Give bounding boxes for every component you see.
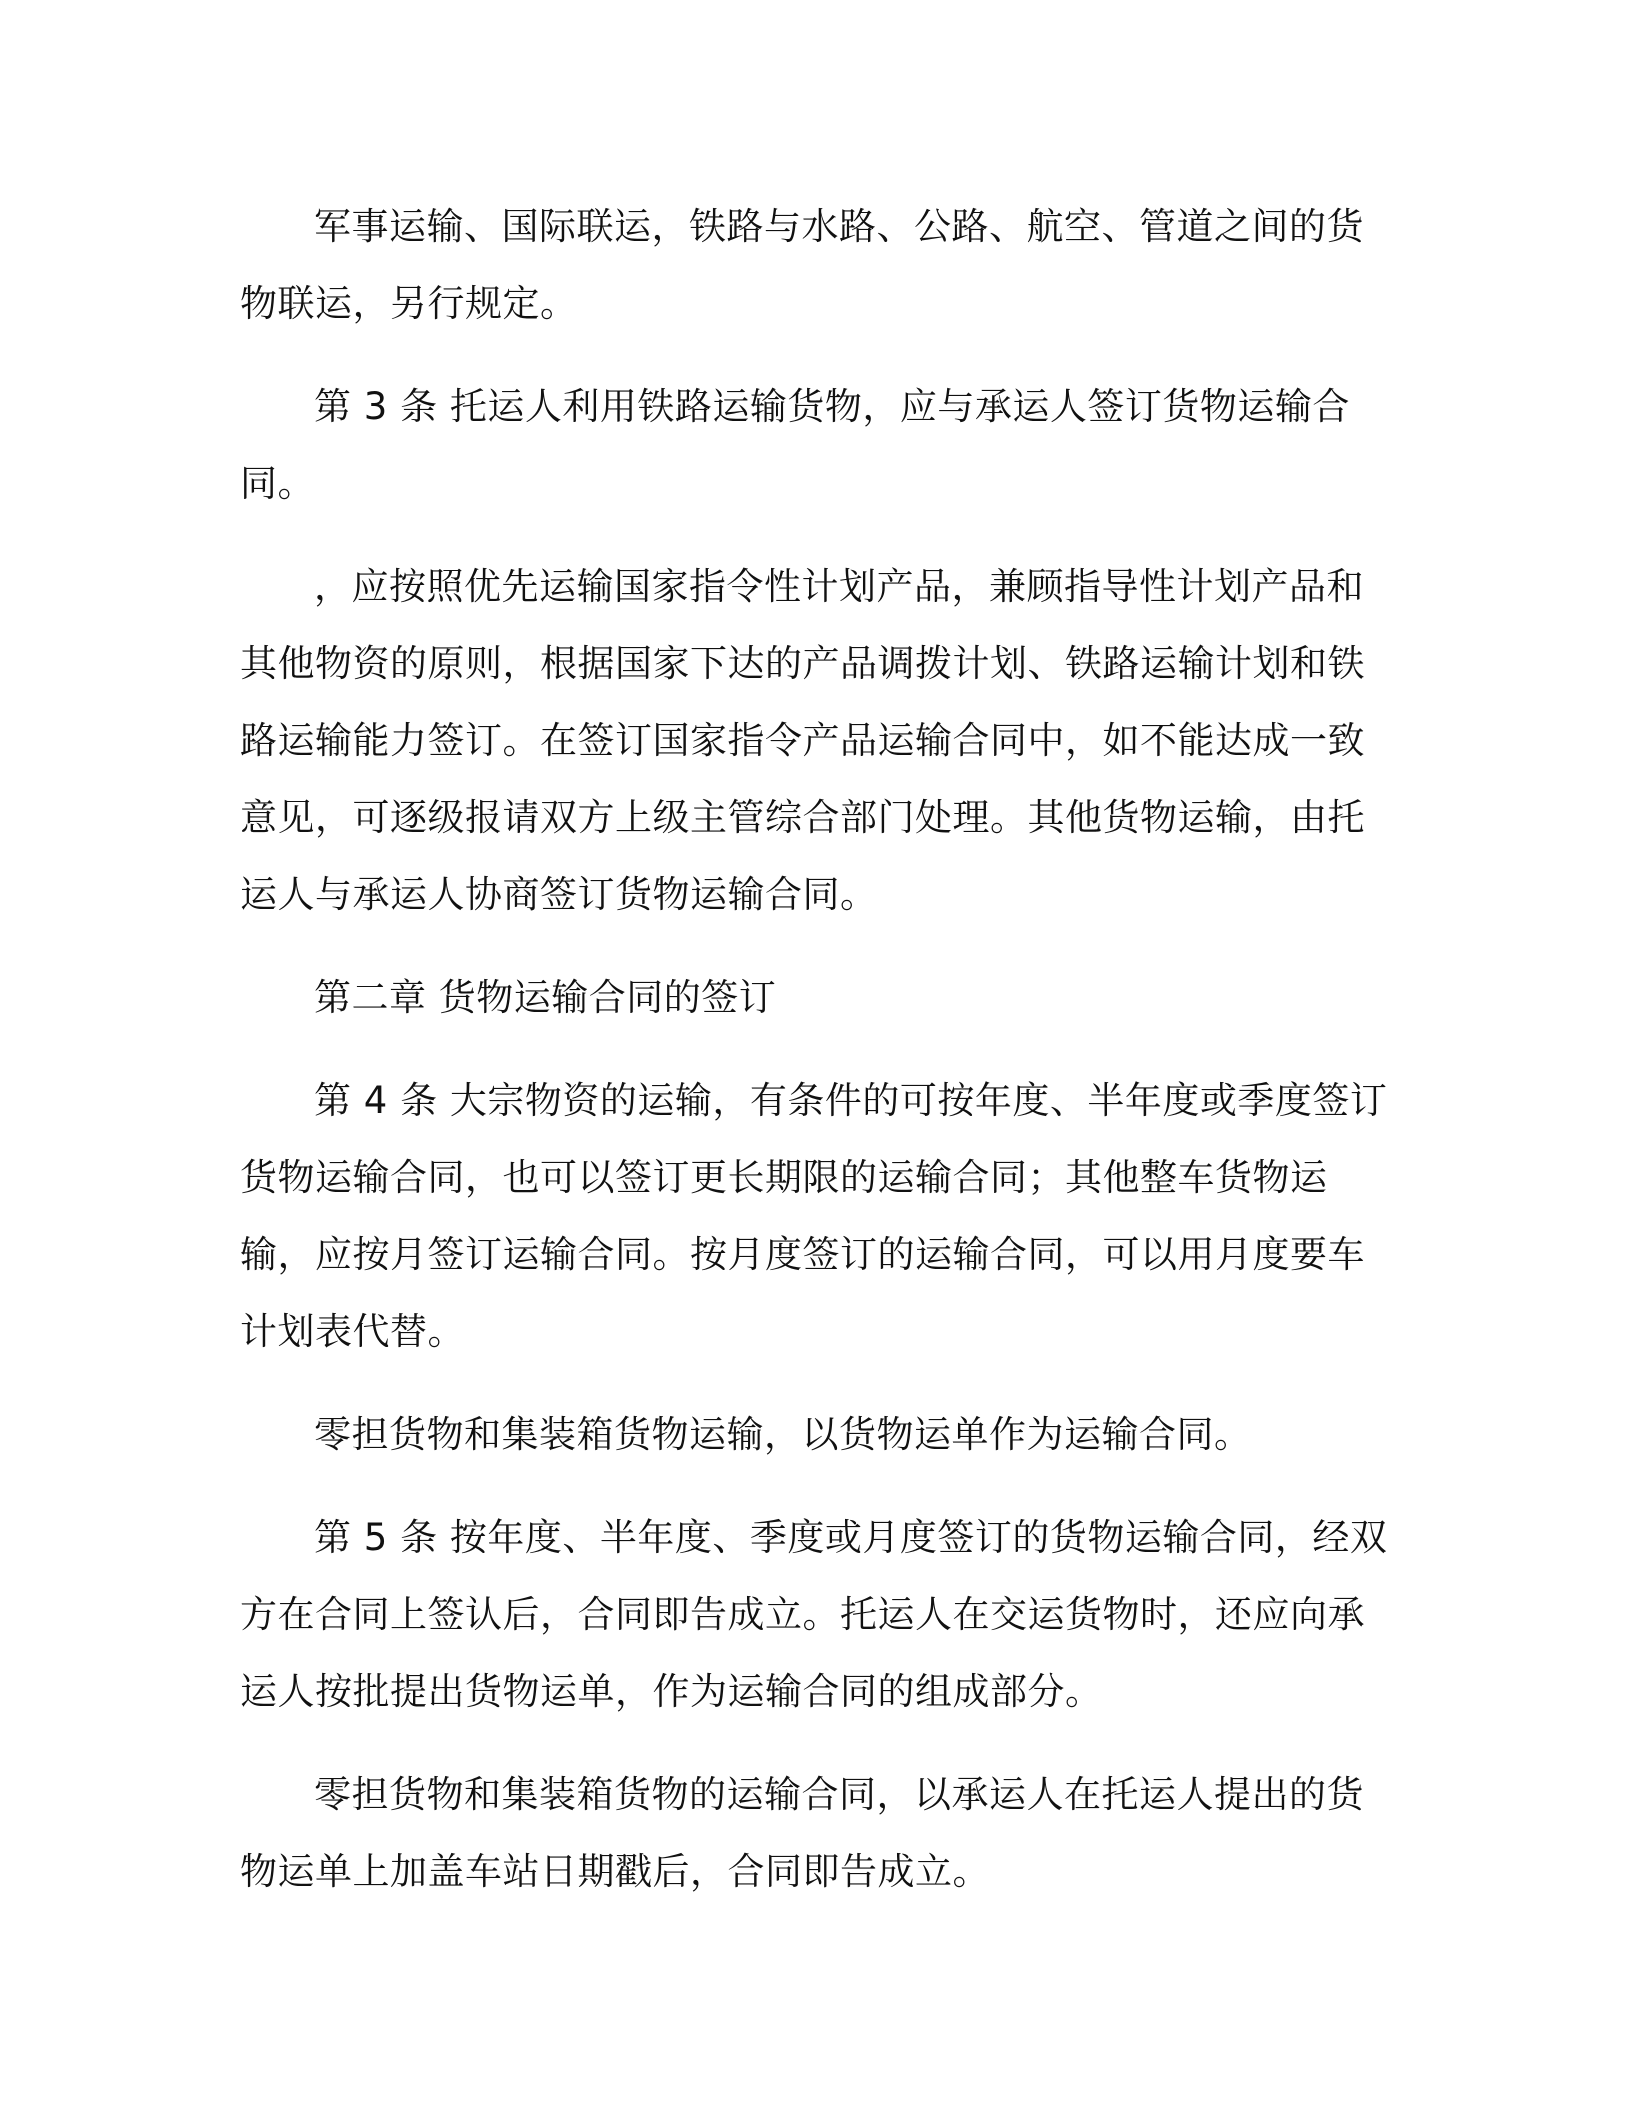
paragraph-signing-principles: ，应按照优先运输国家指令性计划产品，兼顾指导性计划产品和其他物资的原则，根据国家下达的产品调拨计划、铁路运输计划和铁路运输能力签订。在签订国家指令产品运输合同中，如不能达成一致意见，可逐级报请双方上级主管综合部门处理。其他货物运输，由托运人与承运人协商签订货物运输合同。	[240, 565, 1365, 916]
paragraph-article-4: 第 4 条 大宗物资的运输，有条件的可按年度、半年度或季度签订货物运输合同，也可以签订更长期限的运输合同；其他整车货物运输，应按月签订运输合同。按月度签订的运输合同，可以用月度要车计划表代替。	[240, 1079, 1388, 1353]
chapter-heading: 第二章 货物运输合同的签订	[314, 976, 777, 1019]
paragraph-less-than-carload: 零担货物和集装箱货物运输，以货物运单作为运输合同。	[314, 1413, 1252, 1456]
paragraph-article-3: 第 3 条 托运人利用铁路运输货物，应与承运人签订货物运输合同。	[240, 385, 1350, 505]
document-body	[240, 188, 1390, 1910]
paragraph-contract-established: 零担货物和集装箱货物的运输合同，以承运人在托运人提出的货物运单上加盖车站日期戳后，合同即告成立。	[240, 1773, 1364, 1893]
paragraph-article-5: 第 5 条 按年度、半年度、季度或月度签订的货物运输合同，经双方在合同上签认后，合同即告成立。托运人在交运货物时，还应向承运人按批提出货物运单，作为运输合同的组成部分。	[240, 1516, 1388, 1713]
paragraph-combined-transport: 军事运输、国际联运，铁路与水路、公路、航空、管道之间的货物联运，另行规定。	[240, 205, 1364, 325]
